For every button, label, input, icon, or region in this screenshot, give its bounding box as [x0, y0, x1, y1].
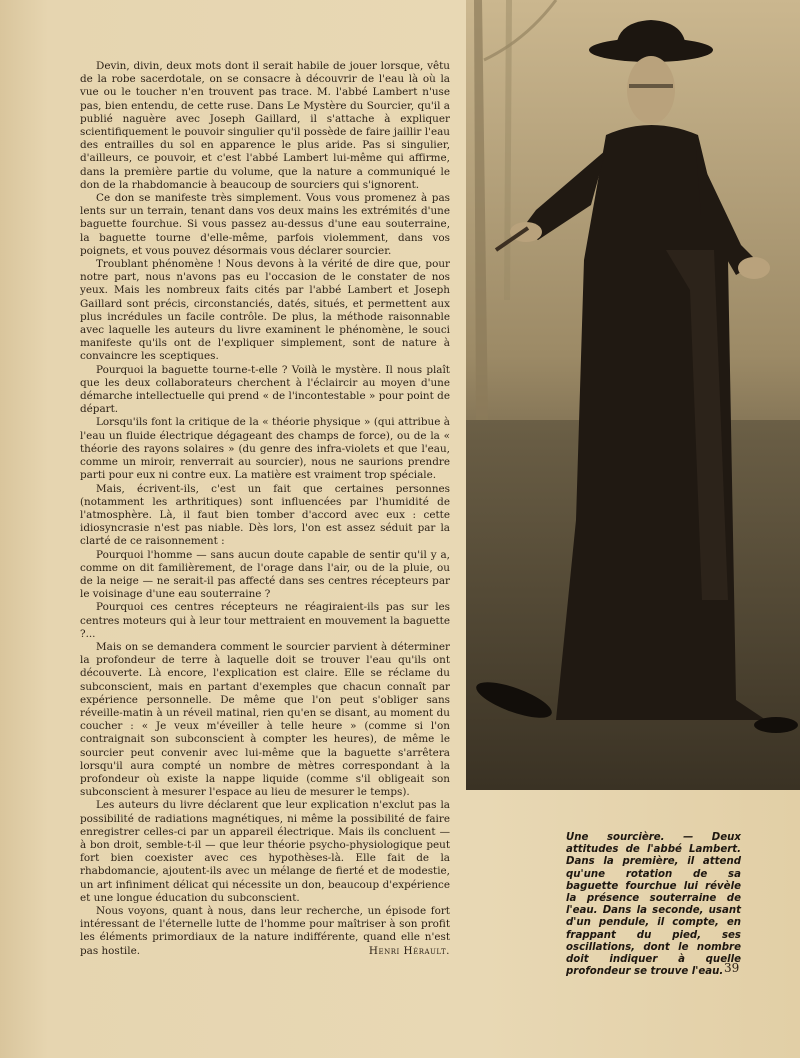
article-paragraph: Nous voyons, quant à nous, dans leur recherche, un épisode fort intéressant de l'éternelle lutte de l'homme pour maîtriser à son profit les éléments primordiaux de la nature indifférente, quand elle n'est pas hostile.: [80, 905, 450, 957]
article-paragraph: Les auteurs du livre déclarent que leur explication n'exclut pas la possibilité de radiations magnétiques, ni même la possibilité de faire enregistrer celles-ci par un appareil électrique. Mais ils concluent — à bon droit, semble-t-il — que leur théorie psycho-physiologique peut fort bien coexister avec ces hypothèses-là. Elle fait de la rhabdomancie, ajoutent-ils avec un mélange de fierté et de modestie, un art infiniment délicat qui nécessite un don, beaucoup d'expérience et une longue éducation du subconscient.: [80, 799, 450, 904]
photo-illustration: [466, 0, 800, 790]
article-paragraph: Pourquoi l'homme — sans aucun doute capable de sentir qu'il y a, comme on dit familièrement, de l'orage dans l'air, ou de la pluie, ou de la neige — ne serait-il pas affecté dans ses centres récepteurs par le voisinage d'une eau souterraine ?: [80, 548, 450, 601]
article-body: [80, 60, 450, 958]
article-paragraph: Mais on se demandera comment le sourcier parvient à déterminer la profondeur de terre à laquelle doit se trouver l'eau qu'ils ont découverte. Là encore, l'explication est claire. Elle se réclame du subconscient, mais en partant d'exemples que chacun connaît par expérience personnelle. De même que l'on peut s'obliger sans réveille-matin à un réveil matinal, rien qu'en se disant, au moment du coucher : « Je veux m'éveiller à telle heure » (comme si l'on contraignait son subconscient à compter les heures), de même le sourcier peut convenir avec lui-même que la baguette s'arrêtera lorsqu'il aura compté un nombre de mètres correspondant à la profondeur où existe la nappe liquide (comme s'il obligeait son subconscient à mesurer l'espace au lieu de mesurer le temps).: [80, 640, 450, 799]
author-signature: Henri Hérault.: [368, 944, 450, 957]
page-number: 39: [724, 961, 740, 975]
article-paragraph: Ce don se manifeste très simplement. Vous vous promenez à pas lents sur un terrain, tenant dans vos deux mains les extrémités d'une baguette fourchue. Si vous passez au-dessus d'une eau souterraine, la baguette tourne d'elle-même, parfois violemment, dans vos poignets, et vous pouvez désormais vous déclarer sourcier.: [80, 192, 450, 257]
article-paragraph: Mais, écrivent-ils, c'est un fait que certaines personnes (notamment les arthritiques) sont influencées par l'humidité de l'atmosphère. Là, il faut bien tomber d'accord avec eux : cette idiosyncrasie n'est pas niable. Dès lors, l'on est assez séduit par la clarté de ce raisonnement :: [80, 482, 450, 548]
priest-dowsing-photo: [466, 0, 800, 790]
article-paragraph: Devin, divin, deux mots dont il serait habile de jouer lorsque, vêtu de la robe sacerdotale, on se consacre à découvrir de l'eau là où la vue ou le toucher n'en trouvent pas trace. M. l'abbé Lambert n'use pas, bien entendu, de cette ruse. Dans Le Mystère du Sourcier, qu'il a publié naguère avec Joseph Gaillard, il s'attache à expliquer scientifiquement le pouvoir singulier qu'il possède de faire jaillir l'eau des entrailles du sol en apparence le plus aride. Pas si singulier, d'ailleurs, ce pouvoir, et c'est l'abbé Lambert lui-même qui affirme, dans la première partie du volume, que la nature a communiqué le don de la rhabdomancie à beaucoup de sourciers qui s'ignorent.: [80, 60, 450, 191]
article-paragraph: Lorsqu'ils font la critique de la « théorie physique » (qui attribue à l'eau un fluide électrique dégageant des champs de force), ou de la « théorie des rayons solaires » (du genre des infra-violets et que l'eau, comme un miroir, renverrait au sourcier), nous ne saurions prendre parti pour eux ni contre eux. La matière est vraiment trop spéciale.: [80, 416, 450, 482]
photo-caption: Une sourcière. — Deux attitudes de l'abbé Lambert. Dans la première, il attend qu'une rotation de sa baguette fourchue lui révèle la présence souterraine de l'eau. Dans la seconde, usant d'un pendule, il compte, en frappant du pied, ses oscillations, dont le nombre doit indiquer à quelle profondeur se trouve l'eau.: [566, 832, 741, 978]
article-paragraph: Pourquoi ces centres récepteurs ne réagiraient-ils pas sur les centres moteurs qui à leur tour mettraient en mouvement la baguette ?...: [80, 601, 450, 640]
article-paragraph: Pourquoi la baguette tourne-t-elle ? Voilà le mystère. Il nous plaît que les deux collaborateurs cherchent à l'éclaircir au moyen d'une démarche intellectuelle qui prend « de l'incontestable » pour point de départ.: [80, 363, 450, 416]
article-paragraph: Troublant phénomène ! Nous devons à la vérité de dire que, pour notre part, nous n'avons pas eu l'occasion de le constater de nos yeux. Mais les nombreux faits cités par l'abbé Lambert et Joseph Gaillard sont précis, circonstanciés, datés, situés, et permettent aux plus incrédules un facile contrôle. De plus, la méthode raisonnable avec laquelle les auteurs du livre examinent le phénomène, le souci manifeste qu'ils ont de l'expliquer simplement, sont de nature à convaincre les sceptiques.: [80, 258, 450, 363]
